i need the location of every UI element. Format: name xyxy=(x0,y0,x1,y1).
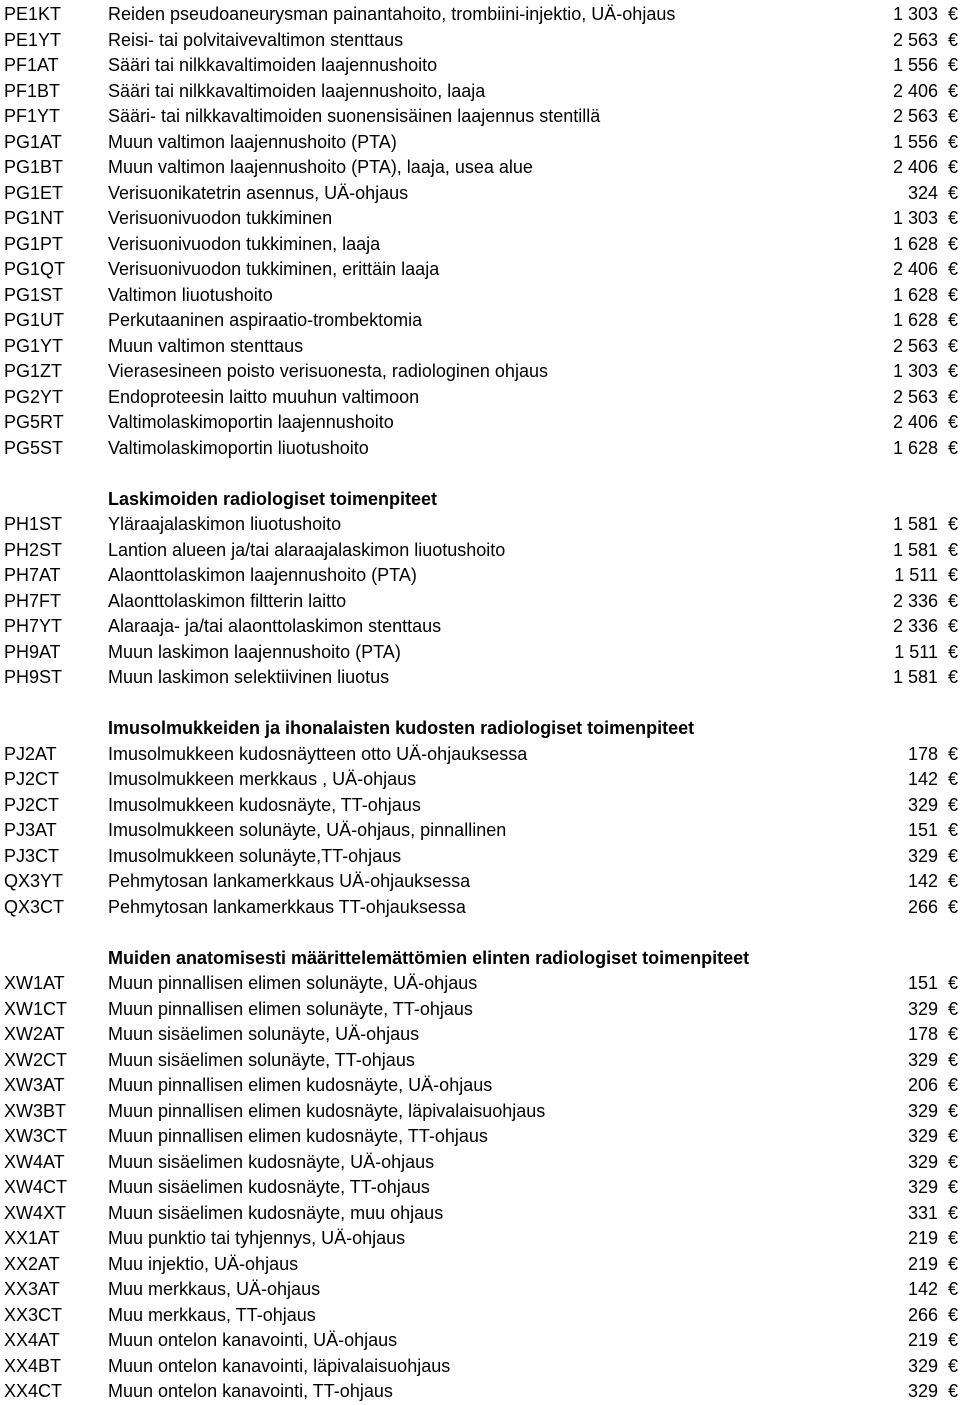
procedure-code: PJ2CT xyxy=(4,794,60,815)
procedure-code: PE1YT xyxy=(4,29,62,50)
price-row xyxy=(0,1048,960,1074)
price-row xyxy=(0,895,960,921)
procedure-code: PF1AT xyxy=(4,55,59,75)
procedure-code: PG1UT xyxy=(4,310,65,330)
procedure-price: 329 xyxy=(907,1177,938,1197)
euro-symbol: € xyxy=(947,998,958,1019)
price-row xyxy=(0,1252,960,1278)
procedure-description: Muu merkkaus, UÄ-ohjaus xyxy=(108,1279,321,1299)
procedure-price: 151 xyxy=(907,973,938,993)
section-heading xyxy=(0,716,960,742)
price-row xyxy=(0,512,960,538)
euro-symbol: € xyxy=(947,437,958,458)
section-heading xyxy=(0,946,960,972)
procedure-description: Muu punktio tai tyhjennys, UÄ-ohjaus xyxy=(108,1228,406,1248)
procedure-description: Sääri- tai nilkkavaltimoiden suonensisäinen laajennus stentillä xyxy=(108,106,601,126)
procedure-description: Muun pinnallisen elimen solunäyte, TT-ohjaus xyxy=(108,998,473,1019)
price-list-document xyxy=(0,2,960,1405)
euro-symbol: € xyxy=(947,412,958,432)
price-row xyxy=(0,334,960,360)
procedure-code: XW1CT xyxy=(4,998,67,1019)
procedure-price: 1 581 xyxy=(892,539,938,560)
procedure-price: 2 563 xyxy=(892,29,938,50)
procedure-code: XX1AT xyxy=(4,1228,60,1248)
procedure-price: 1 628 xyxy=(892,284,938,305)
procedure-price: 1 628 xyxy=(892,437,938,458)
procedure-description: Imusolmukkeen solunäyte, UÄ-ohjaus, pinnallinen xyxy=(108,820,507,840)
euro-symbol: € xyxy=(947,80,958,101)
procedure-price: 1 581 xyxy=(892,514,938,534)
euro-symbol: € xyxy=(947,157,958,177)
procedure-code: XX3CT xyxy=(4,1304,63,1325)
price-row xyxy=(0,206,960,232)
procedure-price: 329 xyxy=(907,1049,938,1070)
procedure-code: PH7YT xyxy=(4,616,63,636)
procedure-price: 219 xyxy=(907,1228,938,1248)
procedure-code: PJ3CT xyxy=(4,845,60,866)
section-heading-text: Laskimoiden radiologiset toimenpiteet xyxy=(108,488,438,509)
procedure-code: XW3AT xyxy=(4,1075,65,1095)
euro-symbol: € xyxy=(947,845,958,866)
procedure-price: 1 303 xyxy=(892,4,938,24)
procedure-price: 329 xyxy=(907,1355,938,1376)
euro-symbol: € xyxy=(947,208,958,228)
procedure-description: Sääri tai nilkkavaltimoiden laajennushoito xyxy=(108,55,438,75)
price-row xyxy=(0,818,960,844)
procedure-price: 142 xyxy=(907,871,938,891)
procedure-description: Imusolmukkeen kudosnäytteen otto UÄ-ohjauksessa xyxy=(108,743,528,764)
procedure-code: XW3BT xyxy=(4,1100,67,1121)
price-row xyxy=(0,563,960,589)
price-row xyxy=(0,283,960,309)
price-row xyxy=(0,79,960,105)
procedure-price: 1 556 xyxy=(892,55,938,75)
procedure-code: PF1YT xyxy=(4,106,61,126)
price-row xyxy=(0,1328,960,1354)
procedure-price: 2 406 xyxy=(892,412,938,432)
procedure-description: Muun sisäelimen kudosnäyte, TT-ohjaus xyxy=(108,1177,430,1197)
procedure-price: 1 628 xyxy=(892,310,938,330)
euro-symbol: € xyxy=(947,386,958,407)
procedure-price: 329 xyxy=(907,1151,938,1172)
procedure-code: PH9AT xyxy=(4,641,61,662)
procedure-code: PG1ZT xyxy=(4,361,63,381)
section-spacer xyxy=(0,920,960,946)
procedure-price: 266 xyxy=(907,896,938,917)
price-row xyxy=(0,1150,960,1176)
section-heading xyxy=(0,487,960,513)
euro-symbol: € xyxy=(947,1049,958,1070)
procedure-price: 219 xyxy=(907,1330,938,1350)
price-row xyxy=(0,844,960,870)
procedure-price: 1 303 xyxy=(892,208,938,228)
procedure-code: PG1YT xyxy=(4,335,64,356)
euro-symbol: € xyxy=(947,973,958,993)
procedure-price: 142 xyxy=(907,1279,938,1299)
procedure-price: 329 xyxy=(907,794,938,815)
price-row xyxy=(0,1354,960,1380)
procedure-code: PG2YT xyxy=(4,386,64,407)
procedure-code: XW4CT xyxy=(4,1177,67,1197)
price-row xyxy=(0,53,960,79)
procedure-description: Verisuonivuodon tukkiminen, erittäin laaja xyxy=(108,259,440,279)
procedure-price: 178 xyxy=(907,1024,938,1044)
procedure-price: 329 xyxy=(907,998,938,1019)
euro-symbol: € xyxy=(947,310,958,330)
procedure-description: Imusolmukkeen merkkaus , UÄ-ohjaus xyxy=(108,769,417,789)
euro-symbol: € xyxy=(947,4,958,24)
procedure-description: Muun ontelon kanavointi, läpivalaisuohjaus xyxy=(108,1355,451,1376)
price-row xyxy=(0,1379,960,1405)
price-row xyxy=(0,971,960,997)
procedure-code: XX4BT xyxy=(4,1355,62,1376)
procedure-code: PH7AT xyxy=(4,565,61,585)
procedure-description: Alaraaja- ja/tai alaonttolaskimon stenttaus xyxy=(108,616,442,636)
euro-symbol: € xyxy=(947,565,958,585)
procedure-description: Verisuonivuodon tukkiminen, laaja xyxy=(108,233,381,254)
procedure-code: QX3YT xyxy=(4,871,64,891)
procedure-code: PG1BT xyxy=(4,157,64,177)
price-row xyxy=(0,28,960,54)
procedure-price: 329 xyxy=(907,845,938,866)
procedure-description: Muun ontelon kanavointi, UÄ-ohjaus xyxy=(108,1330,398,1350)
price-row xyxy=(0,155,960,181)
procedure-code: XW4AT xyxy=(4,1151,65,1172)
procedure-code: XW4XT xyxy=(4,1202,67,1223)
procedure-price: 1 628 xyxy=(892,233,938,254)
procedure-code: XX3AT xyxy=(4,1279,60,1299)
procedure-description: Imusolmukkeen kudosnäyte, TT-ohjaus xyxy=(108,794,421,815)
price-row xyxy=(0,1124,960,1150)
procedure-code: PG1ET xyxy=(4,182,64,203)
procedure-code: PG5ST xyxy=(4,437,64,458)
price-row xyxy=(0,436,960,462)
price-section xyxy=(0,920,960,1405)
section-spacer xyxy=(0,461,960,487)
procedure-price: 219 xyxy=(907,1253,938,1274)
procedure-price: 1 581 xyxy=(892,667,938,687)
procedure-description: Muun pinnallisen elimen kudosnäyte, läpivalaisuohjaus xyxy=(108,1100,546,1121)
euro-symbol: € xyxy=(947,361,958,381)
euro-symbol: € xyxy=(947,233,958,254)
euro-symbol: € xyxy=(947,1024,958,1044)
price-row xyxy=(0,1073,960,1099)
procedure-price: 329 xyxy=(907,1381,938,1401)
euro-symbol: € xyxy=(947,335,958,356)
price-row xyxy=(0,2,960,28)
procedure-description: Imusolmukkeen solunäyte,TT-ohjaus xyxy=(108,845,402,866)
procedure-code: PJ2AT xyxy=(4,743,57,764)
procedure-price: 142 xyxy=(907,769,938,789)
procedure-code: PH7FT xyxy=(4,590,62,611)
procedure-code: PJ3AT xyxy=(4,820,57,840)
procedure-description: Alaonttolaskimon laajennushoito (PTA) xyxy=(108,565,417,585)
procedure-code: PH2ST xyxy=(4,539,63,560)
euro-symbol: € xyxy=(947,182,958,203)
procedure-code: PG1NT xyxy=(4,208,65,228)
euro-symbol: € xyxy=(947,29,958,50)
euro-symbol: € xyxy=(947,284,958,305)
procedure-price: 324 xyxy=(907,182,938,203)
procedure-description: Sääri tai nilkkavaltimoiden laajennushoito, laaja xyxy=(108,80,486,101)
procedure-price: 2 563 xyxy=(892,386,938,407)
price-section xyxy=(0,461,960,691)
procedure-code: PG1QT xyxy=(4,259,66,279)
euro-symbol: € xyxy=(947,55,958,75)
procedure-description: Reisi- tai polvitaivevaltimon stenttaus xyxy=(108,29,404,50)
price-row xyxy=(0,232,960,258)
section-spacer xyxy=(0,691,960,717)
procedure-description: Muu merkkaus, TT-ohjaus xyxy=(108,1304,316,1325)
euro-symbol: € xyxy=(947,1228,958,1248)
procedure-description: Muun sisäelimen kudosnäyte, muu ohjaus xyxy=(108,1202,444,1223)
price-row xyxy=(0,1022,960,1048)
price-row xyxy=(0,130,960,156)
price-row xyxy=(0,1175,960,1201)
price-row xyxy=(0,640,960,666)
price-row xyxy=(0,1303,960,1329)
procedure-description: Verisuonikatetrin asennus, UÄ-ohjaus xyxy=(108,182,409,203)
euro-symbol: € xyxy=(947,743,958,764)
price-row xyxy=(0,1201,960,1227)
procedure-code: QX3CT xyxy=(4,896,65,917)
price-row xyxy=(0,1099,960,1125)
price-row xyxy=(0,767,960,793)
price-row xyxy=(0,1277,960,1303)
euro-symbol: € xyxy=(947,616,958,636)
procedure-code: XX4CT xyxy=(4,1381,63,1401)
euro-symbol: € xyxy=(947,1075,958,1095)
procedure-code: PF1BT xyxy=(4,80,61,101)
price-row xyxy=(0,385,960,411)
procedure-price: 329 xyxy=(907,1126,938,1146)
euro-symbol: € xyxy=(947,1355,958,1376)
section-heading-text: Imusolmukkeiden ja ihonalaisten kudosten radiologiset toimenpiteet xyxy=(108,718,695,738)
price-row xyxy=(0,793,960,819)
procedure-price: 2 563 xyxy=(892,335,938,356)
procedure-price: 266 xyxy=(907,1304,938,1325)
procedure-price: 2 406 xyxy=(892,259,938,279)
procedure-description: Valtimolaskimoportin liuotushoito xyxy=(108,437,369,458)
price-row xyxy=(0,538,960,564)
euro-symbol: € xyxy=(947,769,958,789)
procedure-price: 178 xyxy=(907,743,938,764)
procedure-price: 1 303 xyxy=(892,361,938,381)
euro-symbol: € xyxy=(947,1202,958,1223)
procedure-description: Yläraajalaskimon liuotushoito xyxy=(108,514,342,534)
procedure-price: 2 406 xyxy=(892,157,938,177)
price-row xyxy=(0,181,960,207)
price-row xyxy=(0,665,960,691)
procedure-code: XW2AT xyxy=(4,1024,65,1044)
euro-symbol: € xyxy=(947,896,958,917)
euro-symbol: € xyxy=(947,794,958,815)
euro-symbol: € xyxy=(947,259,958,279)
price-row xyxy=(0,104,960,130)
procedure-price: 2 406 xyxy=(892,80,938,101)
procedure-code: PG1PT xyxy=(4,233,64,254)
procedure-description: Muun ontelon kanavointi, TT-ohjaus xyxy=(108,1381,393,1401)
euro-symbol: € xyxy=(947,820,958,840)
price-row xyxy=(0,410,960,436)
price-row xyxy=(0,742,960,768)
procedure-price: 1 556 xyxy=(892,131,938,152)
procedure-description: Muun sisäelimen solunäyte, TT-ohjaus xyxy=(108,1049,415,1070)
procedure-description: Muun pinnallisen elimen kudosnäyte, UÄ-ohjaus xyxy=(108,1075,493,1095)
section-heading-text: Muiden anatomisesti määrittelemättömien elinten radiologiset toimenpiteet xyxy=(108,947,750,968)
procedure-code: PE1KT xyxy=(4,4,62,24)
procedure-description: Pehmytosan lankamerkkaus TT-ohjauksessa xyxy=(108,896,466,917)
price-row xyxy=(0,359,960,385)
price-row xyxy=(0,1226,960,1252)
procedure-description: Muun sisäelimen solunäyte, UÄ-ohjaus xyxy=(108,1024,420,1044)
euro-symbol: € xyxy=(947,1279,958,1299)
euro-symbol: € xyxy=(947,871,958,891)
procedure-price: 151 xyxy=(907,820,938,840)
procedure-description: Muun pinnallisen elimen solunäyte, UÄ-ohjaus xyxy=(108,973,478,993)
procedure-price: 1 511 xyxy=(894,565,938,585)
procedure-code: XW2CT xyxy=(4,1049,67,1070)
procedure-description: Muun valtimon stenttaus xyxy=(108,335,304,356)
procedure-description: Vierasesineen poisto verisuonesta, radiologinen ohjaus xyxy=(108,361,548,381)
procedure-description: Reiden pseudoaneurysman painantahoito, trombiini-injektio, UÄ-ohjaus xyxy=(108,4,676,24)
procedure-description: Muun valtimon laajennushoito (PTA) xyxy=(108,131,397,152)
procedure-price: 331 xyxy=(907,1202,938,1223)
procedure-price: 2 336 xyxy=(892,616,938,636)
procedure-price: 2 563 xyxy=(892,106,938,126)
price-row xyxy=(0,589,960,615)
euro-symbol: € xyxy=(947,1381,958,1401)
procedure-description: Alaonttolaskimon filtterin laitto xyxy=(108,590,347,611)
euro-symbol: € xyxy=(947,1177,958,1197)
price-row xyxy=(0,869,960,895)
euro-symbol: € xyxy=(947,641,958,662)
price-row xyxy=(0,614,960,640)
procedure-description: Muun valtimon laajennushoito (PTA), laaja, usea alue xyxy=(108,157,533,177)
procedure-code: PG5RT xyxy=(4,412,64,432)
procedure-code: PH1ST xyxy=(4,514,63,534)
procedure-description: Muu injektio, UÄ-ohjaus xyxy=(108,1253,299,1274)
price-row xyxy=(0,997,960,1023)
euro-symbol: € xyxy=(947,590,958,611)
euro-symbol: € xyxy=(947,1151,958,1172)
procedure-description: Valtimolaskimoportin laajennushoito xyxy=(108,412,394,432)
price-section xyxy=(0,2,960,461)
procedure-description: Pehmytosan lankamerkkaus UÄ-ohjauksessa xyxy=(108,871,471,891)
procedure-description: Lantion alueen ja/tai alaraajalaskimon liuotushoito xyxy=(108,539,506,560)
procedure-price: 206 xyxy=(907,1075,938,1095)
euro-symbol: € xyxy=(947,1100,958,1121)
euro-symbol: € xyxy=(947,1126,958,1146)
procedure-code: XW3CT xyxy=(4,1126,67,1146)
procedure-price: 1 511 xyxy=(894,641,938,662)
procedure-description: Verisuonivuodon tukkiminen xyxy=(108,208,333,228)
euro-symbol: € xyxy=(947,514,958,534)
procedure-description: Muun pinnallisen elimen kudosnäyte, TT-ohjaus xyxy=(108,1126,488,1146)
procedure-price: 2 336 xyxy=(892,590,938,611)
procedure-code: PH9ST xyxy=(4,667,63,687)
euro-symbol: € xyxy=(947,1330,958,1350)
procedure-code: PG1AT xyxy=(4,131,62,152)
procedure-code: XX4AT xyxy=(4,1330,60,1350)
euro-symbol: € xyxy=(947,539,958,560)
euro-symbol: € xyxy=(947,131,958,152)
procedure-description: Muun sisäelimen kudosnäyte, UÄ-ohjaus xyxy=(108,1151,435,1172)
procedure-description: Muun laskimon laajennushoito (PTA) xyxy=(108,641,401,662)
price-row xyxy=(0,257,960,283)
procedure-description: Muun laskimon selektiivinen liuotus xyxy=(108,667,390,687)
procedure-code: PJ2CT xyxy=(4,769,60,789)
procedure-code: XX2AT xyxy=(4,1253,60,1274)
procedure-description: Valtimon liuotushoito xyxy=(108,284,273,305)
euro-symbol: € xyxy=(947,106,958,126)
euro-symbol: € xyxy=(947,1304,958,1325)
procedure-description: Endoproteesin laitto muuhun valtimoon xyxy=(108,386,420,407)
price-row xyxy=(0,308,960,334)
procedure-code: PG1ST xyxy=(4,284,64,305)
euro-symbol: € xyxy=(947,667,958,687)
price-section xyxy=(0,691,960,921)
euro-symbol: € xyxy=(947,1253,958,1274)
procedure-code: XW1AT xyxy=(4,973,65,993)
procedure-price: 329 xyxy=(907,1100,938,1121)
procedure-description: Perkutaaninen aspiraatio-trombektomia xyxy=(108,310,423,330)
